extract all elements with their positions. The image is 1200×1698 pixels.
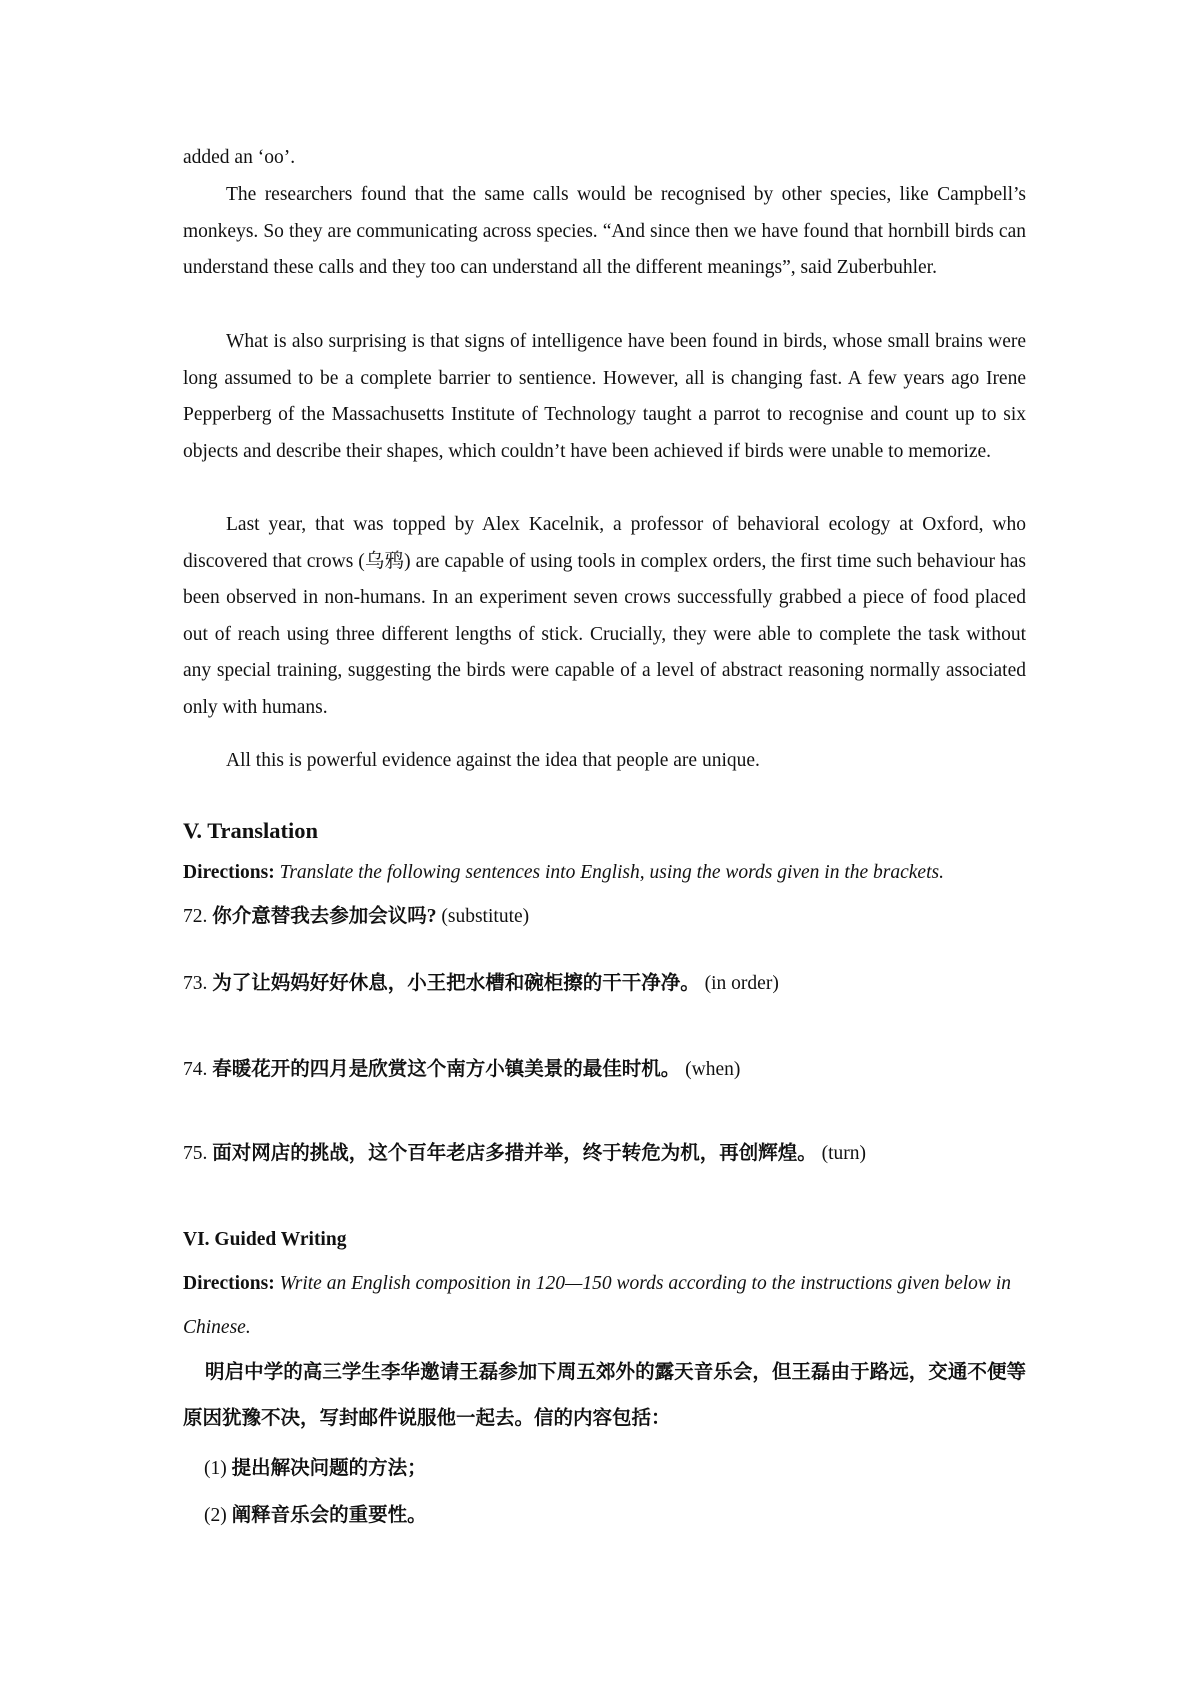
translation-item-73 (183, 967, 779, 995)
item-chinese: 春暖花开的四月是欣赏这个南方小镇美景的最佳时机。 (212, 1059, 681, 1080)
passage-paragraph-1 (183, 177, 1026, 287)
item-number: 75. (183, 1143, 208, 1164)
point-text: 阐释音乐会的重要性。 (231, 1505, 427, 1526)
item-hint: (turn) (821, 1143, 867, 1164)
writing-point-2 (204, 1499, 427, 1527)
passage-paragraph-0 (183, 140, 1026, 177)
item-hint: (substitute) (441, 906, 530, 927)
item-chinese: 你介意替我去参加会议吗? (212, 906, 437, 927)
directions-label: Directions: (183, 862, 275, 883)
passage-text: Last year, that was topped by Alex Kacelnik, a professor of behavioral ecology at Oxford, who discovered that crows (乌鸦) are capable of using tools in complex orders, the first time such behaviour has been observed in non-humans. In an experiment seven crows successfully grabbed a piece of food placed out of reach using three different lengths of stick. Crucially, they were able to complete the task without any special training, suggesting the birds were capable of a level of abstract reasoning normally associated only with humans. (183, 514, 1026, 718)
writing-directions (183, 1262, 1026, 1350)
item-chinese: 面对网店的挑战，这个百年老店多措并举，终于转危为机，再创辉煌。 (212, 1143, 817, 1164)
directions-label: Directions: (183, 1273, 275, 1294)
item-hint: (when) (685, 1059, 741, 1080)
writing-point-1 (204, 1452, 427, 1480)
translation-item-75 (183, 1137, 866, 1165)
passage-paragraph-2 (183, 324, 1026, 470)
translation-directions (183, 862, 1026, 884)
passage-paragraph-3 (183, 507, 1026, 727)
passage-text: All this is powerful evidence against the idea that people are unique. (226, 750, 760, 771)
item-chinese: 为了让妈妈好好休息，小王把水槽和碗柜擦的干干净净。 (212, 973, 700, 994)
passage-paragraph-4 (183, 743, 1026, 780)
section-heading-translation: V. Translation (183, 818, 319, 843)
point-text: 提出解决问题的方法； (231, 1458, 427, 1479)
translation-item-74 (183, 1053, 740, 1081)
item-number: 74. (183, 1059, 208, 1080)
writing-prompt (183, 1350, 1026, 1442)
passage-text: added an ‘oo’. (183, 147, 296, 168)
item-hint: (in order) (704, 973, 779, 994)
item-number: 73. (183, 973, 208, 994)
item-number: 72. (183, 906, 208, 927)
translation-item-72 (183, 900, 529, 928)
section-heading-writing: VI. Guided Writing (183, 1229, 347, 1250)
directions-text: Write an English composition in 120—150 words according to the instructions given below in Chinese. (183, 1273, 1011, 1338)
directions-text: Translate the following sentences into English, using the words given in the brackets. (279, 862, 944, 883)
passage-text: What is also surprising is that signs of intelligence have been found in birds, whose small brains were long assumed to be a complete barrier to sentience. However, all is changing fast. A few years ago Irene Pepperberg of the Massachusetts Institute of Technology taught a parrot to recognise and count up to six objects and describe their shapes, which couldn’t have been achieved if birds were unable to memorize. (183, 331, 1026, 462)
prompt-text: 明启中学的高三学生李华邀请王磊参加下周五郊外的露天音乐会，但王磊由于路远，交通不便等原因犹豫不决，写封邮件说服他一起去。信的内容包括： (183, 1362, 1026, 1429)
point-number: (1) (204, 1458, 227, 1479)
point-number: (2) (204, 1505, 227, 1526)
passage-text: The researchers found that the same calls would be recognised by other species, like Campbell’s monkeys. So they are communicating across species. “And since then we have found that hornbill birds can understand these calls and they too can understand all the different meanings”, said Zuberbuhler. (183, 184, 1026, 279)
